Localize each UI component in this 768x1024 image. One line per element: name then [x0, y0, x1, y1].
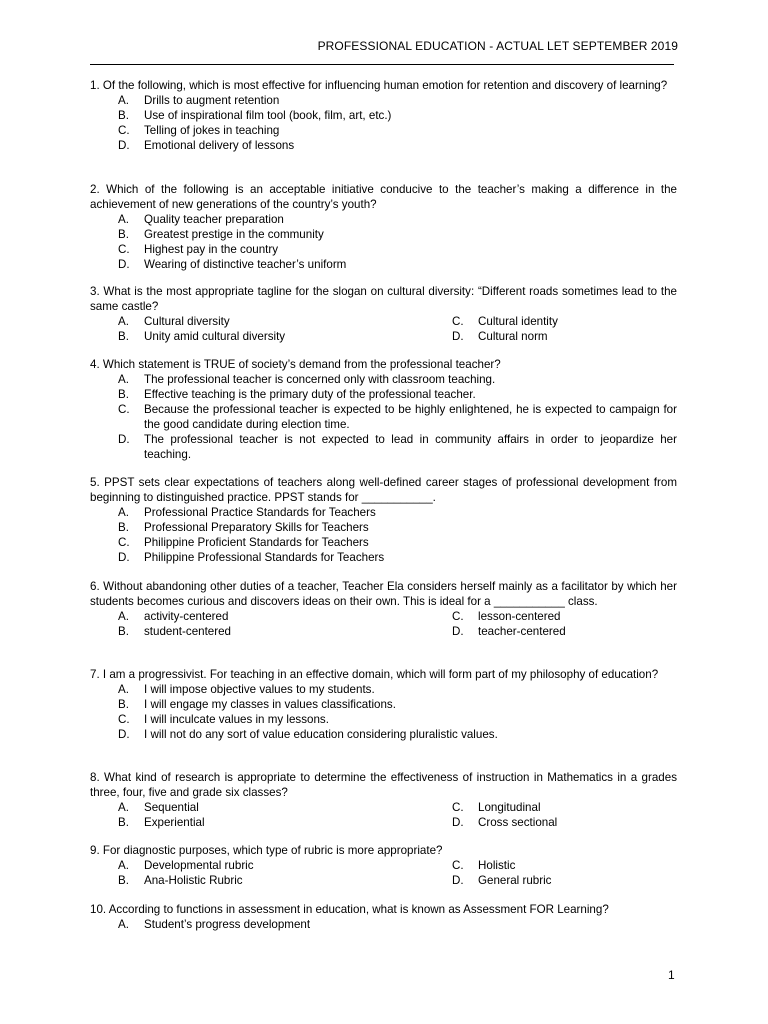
question-stem: 1. Of the following, which is most effective for influencing human emotion for retention and discovery of learning? [90, 79, 668, 92]
option-letter: C. [452, 315, 464, 328]
page-header: PROFESSIONAL EDUCATION - ACTUAL LET SEPTEMBER 2019 [317, 39, 678, 53]
option-letter: D. [452, 330, 464, 343]
option [90, 372, 677, 387]
option-row [90, 624, 677, 639]
question-10 [90, 902, 677, 932]
question-stem: 7. I am a progressivist. For teaching in an effective domain, which will form part of my philosophy of education? [90, 668, 659, 681]
option [452, 609, 677, 624]
option-text: lesson-centered [478, 610, 561, 623]
option [118, 800, 452, 815]
option [452, 624, 677, 639]
question-6 [90, 579, 677, 639]
option-letter: A. [118, 373, 129, 386]
option-text: Professional Practice Standards for Teachers [144, 506, 376, 519]
option-letter: A. [118, 506, 129, 519]
option-text: I will engage my classes in values classifications. [144, 698, 396, 711]
question-9 [90, 843, 677, 888]
option-letter: D. [118, 139, 130, 152]
option-text: Drills to augment retention [144, 94, 280, 107]
option [90, 108, 677, 123]
question-2 [90, 182, 677, 272]
option-letter: A. [118, 918, 129, 931]
option [90, 697, 677, 712]
option-letter: D. [118, 551, 130, 564]
page-number: 1 [668, 968, 675, 982]
option-letter: D. [118, 433, 130, 446]
option-letter: A. [118, 94, 129, 107]
option-text: Cross sectional [478, 816, 558, 829]
option-text: Philippine Professional Standards for Teachers [144, 551, 385, 564]
option-row [90, 314, 677, 329]
option-letter: A. [118, 801, 129, 814]
question-8 [90, 770, 677, 830]
option [118, 873, 452, 888]
option-letter: D. [452, 816, 464, 829]
option-text: Because the professional teacher is expected to be highly enlightened, he is expected to campaign for the good candidate during election time. [144, 403, 677, 431]
option [90, 242, 677, 257]
option-letter: D. [452, 874, 464, 887]
option-text: Sequential [144, 801, 199, 814]
option-text: Cultural identity [478, 315, 558, 328]
option-letter: B. [118, 228, 129, 241]
option [452, 815, 677, 830]
option-letter: D. [118, 728, 130, 741]
option-row [90, 800, 677, 815]
option [118, 815, 452, 830]
option-text: Experiential [144, 816, 205, 829]
question-7 [90, 667, 677, 742]
option-text: Wearing of distinctive teacher’s uniform [144, 258, 347, 271]
option-letter: B. [118, 816, 129, 829]
option [90, 550, 677, 565]
option [452, 314, 677, 329]
option-text: Holistic [478, 859, 516, 872]
option [90, 917, 677, 932]
option-text: student-centered [144, 625, 232, 638]
option-letter: B. [118, 625, 129, 638]
option-letter: C. [452, 801, 464, 814]
option-letter: D. [118, 258, 130, 271]
option-letter: A. [118, 683, 129, 696]
option-letter: B. [118, 698, 129, 711]
option [452, 329, 677, 344]
option-text: Longitudinal [478, 801, 541, 814]
option-letter: B. [118, 521, 129, 534]
option [452, 858, 677, 873]
option-row [90, 609, 677, 624]
option-text: General rubric [478, 874, 552, 887]
option [90, 682, 677, 697]
option [90, 505, 677, 520]
option [90, 257, 677, 272]
option-text: I will not do any sort of value education considering pluralistic values. [144, 728, 498, 741]
option [90, 535, 677, 550]
option-text: I will inculcate values in my lessons. [144, 713, 329, 726]
option-row [90, 858, 677, 873]
option [90, 402, 677, 432]
question-stem: 2. Which of the following is an acceptable initiative conducive to the teacher’s making a difference in the achievement of new generations of the country’s youth? [90, 183, 677, 211]
option-text: The professional teacher is not expected to lead in community affairs in order to jeopardize her teaching. [144, 433, 677, 461]
option-text: Developmental rubric [144, 859, 254, 872]
option-text: Telling of jokes in teaching [144, 124, 280, 137]
option [118, 858, 452, 873]
option-text: activity-centered [144, 610, 229, 623]
question-stem: 6. Without abandoning other duties of a teacher, Teacher Ela considers herself mainly as a facilitator by which her students becomes curious and discovers ideas on their own. This is ideal for a ___________ class. [90, 580, 677, 608]
question-stem: 3. What is the most appropriate tagline for the slogan on cultural diversity: “Different roads sometimes lead to the same castle? [90, 285, 677, 313]
question-4 [90, 357, 677, 462]
option-text: teacher-centered [478, 625, 566, 638]
option-text: Quality teacher preparation [144, 213, 284, 226]
option-text: Cultural diversity [144, 315, 230, 328]
option-letter: A. [118, 859, 129, 872]
option [452, 873, 677, 888]
option-text: Student’s progress development [144, 918, 311, 931]
option-row [90, 815, 677, 830]
header-rule [90, 64, 674, 65]
option-text: Effective teaching is the primary duty of the professional teacher. [144, 388, 476, 401]
option [118, 314, 452, 329]
option-text: Professional Preparatory Skills for Teachers [144, 521, 369, 534]
option-letter: C. [118, 536, 130, 549]
option [452, 800, 677, 815]
option [90, 387, 677, 402]
option-row [90, 329, 677, 344]
option-text: Ana-Holistic Rubric [144, 874, 243, 887]
option [90, 727, 677, 742]
option-text: Greatest prestige in the community [144, 228, 324, 241]
option-letter: B. [118, 330, 129, 343]
option [90, 227, 677, 242]
option [90, 212, 677, 227]
option-text: I will impose objective values to my students. [144, 683, 375, 696]
option [90, 520, 677, 535]
option-row [90, 873, 677, 888]
option [118, 329, 452, 344]
question-3 [90, 284, 677, 344]
option [118, 624, 452, 639]
question-stem: 4. Which statement is TRUE of society’s demand from the professional teacher? [90, 358, 501, 371]
question-stem: 9. For diagnostic purposes, which type of rubric is more appropriate? [90, 844, 443, 857]
option [118, 609, 452, 624]
option-text: Philippine Proficient Standards for Teachers [144, 536, 369, 549]
option-letter: A. [118, 213, 129, 226]
option-text: Emotional delivery of lessons [144, 139, 295, 152]
option [90, 138, 677, 153]
option-text: Use of inspirational film tool (book, film, art, etc.) [144, 109, 392, 122]
question-5 [90, 475, 677, 565]
question-1 [90, 78, 677, 153]
question-stem: 10. According to functions in assessment in education, what is known as Assessment FOR Learning? [90, 903, 609, 916]
option-letter: B. [118, 388, 129, 401]
option-text: The professional teacher is concerned only with classroom teaching. [144, 373, 496, 386]
option-text: Highest pay in the country [144, 243, 279, 256]
question-stem: 8. What kind of research is appropriate to determine the effectiveness of instruction in Mathematics in a grades three, four, five and grade six classes? [90, 771, 677, 799]
option-letter: B. [118, 874, 129, 887]
option-letter: C. [118, 403, 130, 416]
option-letter: C. [118, 243, 130, 256]
option [90, 432, 677, 462]
question-stem: 5. PPST sets clear expectations of teachers along well-defined career stages of professional development from beginning to distinguished practice. PPST stands for ___________. [90, 476, 677, 504]
option-text: Cultural norm [478, 330, 548, 343]
option-letter: A. [118, 315, 129, 328]
option-letter: A. [118, 610, 129, 623]
option-letter: D. [452, 625, 464, 638]
option [90, 712, 677, 727]
option-letter: C. [118, 713, 130, 726]
option-letter: C. [118, 124, 130, 137]
option-letter: C. [452, 610, 464, 623]
option [90, 123, 677, 138]
option-letter: C. [452, 859, 464, 872]
option [90, 93, 677, 108]
option-text: Unity amid cultural diversity [144, 330, 286, 343]
option-letter: B. [118, 109, 129, 122]
